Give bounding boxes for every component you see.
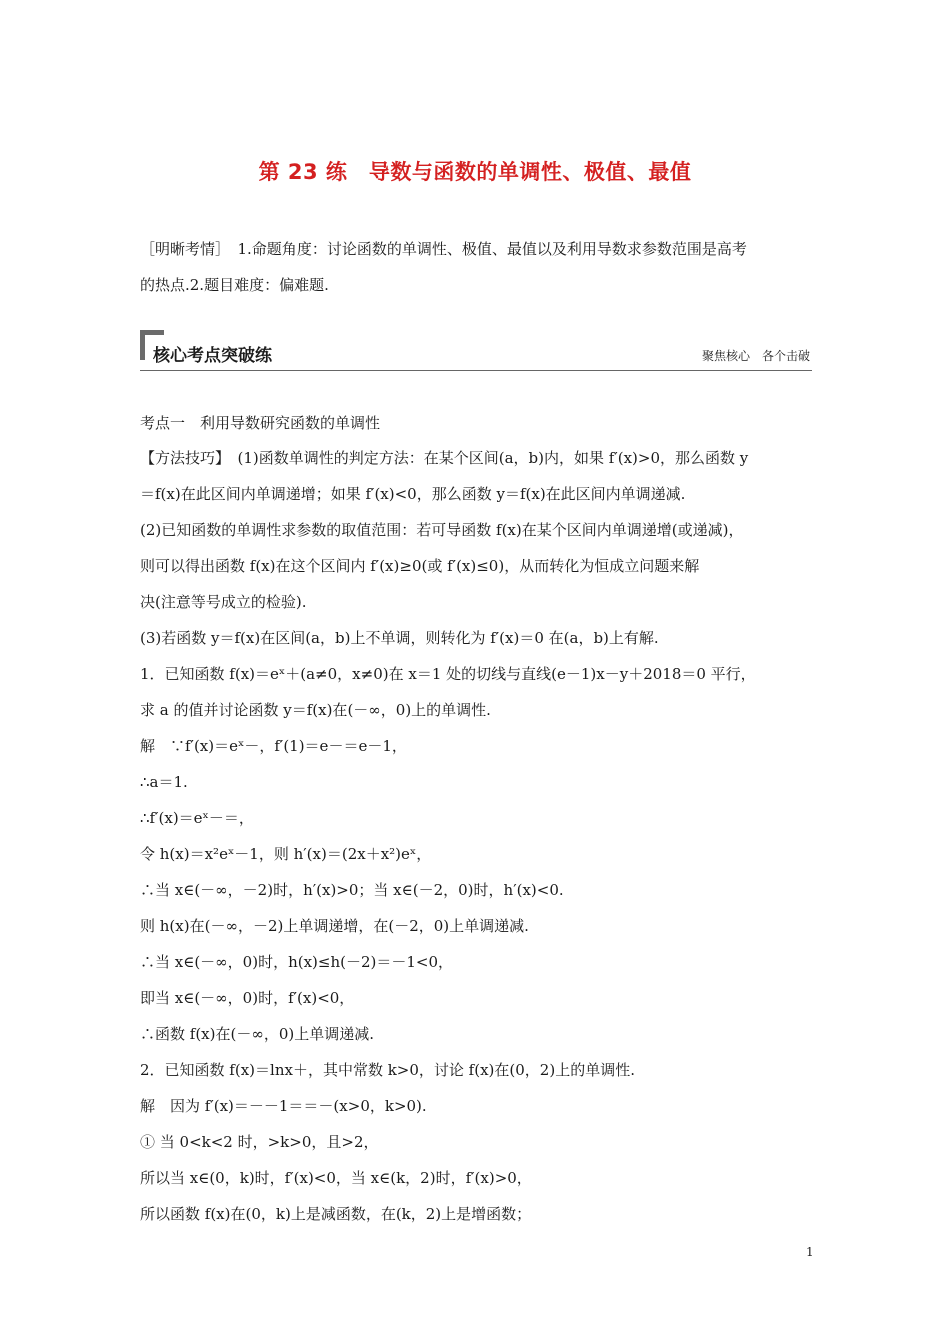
solution-2-line-2: ① 当 0<k<2 时，>k>0，且>2， [140, 1133, 379, 1151]
solution-1-line-9: ∴函数 f(x)在(－∞，0)上单调递减. [140, 1025, 374, 1043]
problem-1-line-2: 求 a 的值并讨论函数 y＝f(x)在(－∞，0)上的单调性. [140, 701, 491, 719]
method-line-2: ＝f(x)在此区间内单调递增；如果 f′(x)<0，那么函数 y＝f(x)在此区间内单调递减. [140, 485, 686, 503]
page-title: 第 23 练 导数与函数的单调性、极值、最值 [258, 160, 692, 184]
intro-line-1: ［明晰考情］ 1.命题角度：讨论函数的单调性、极值、最值以及利用导数求参数范围是高考 [140, 240, 747, 258]
solution-2-line-4: 所以函数 f(x)在(0，k)上是减函数，在(k，2)上是增函数； [140, 1205, 532, 1223]
problem-1-line-1: 1．已知函数 f(x)＝eˣ＋(a≠0，x≠0)在 x＝1 处的切线与直线(e－1)x－y＋2018＝0 平行， [140, 665, 756, 683]
method-line-3: (2)已知函数的单调性求参数的取值范围：若可导函数 f(x)在某个区间内单调递增(或递减)， [140, 521, 744, 539]
solution-1-line-6: 则 h(x)在(－∞，－2)上单调递增，在(－2，0)上单调递减. [140, 917, 529, 935]
corner-bracket-top [140, 330, 164, 335]
solution-1-line-1: 解 ∵f′(x)＝eˣ－，f′(1)＝e－＝e－1， [140, 737, 407, 755]
solution-1-line-5: ∴当 x∈(－∞，－2)时，h′(x)>0；当 x∈(－2，0)时，h′(x)<0. [140, 881, 564, 899]
solution-1-line-2: ∴a＝1. [140, 773, 188, 791]
section-header [140, 330, 812, 372]
intro-paragraph [140, 231, 812, 303]
section-divider [140, 370, 812, 371]
topic-heading: 考点一 利用导数研究函数的单调性 [140, 414, 381, 432]
solution-1-line-4: 令 h(x)＝x²eˣ－1，则 h′(x)＝(2x＋x²)eˣ， [140, 845, 432, 863]
section-title: 核心考点突破练 [153, 346, 272, 366]
solution-1-line-3: ∴f′(x)＝eˣ－＝， [140, 809, 254, 827]
problem-2-line-1: 2．已知函数 f(x)＝lnx＋，其中常数 k>0，讨论 f(x)在(0，2)上的单调性. [140, 1061, 635, 1079]
method-line-5: 决(注意等号成立的检验). [140, 593, 307, 611]
method-line-4: 则可以得出函数 f(x)在这个区间内 f′(x)≥0(或 f′(x)≤0)，从而转化为恒成立问题来解 [140, 557, 700, 575]
solution-2-line-3: 所以当 x∈(0，k)时，f′(x)<0，当 x∈(k，2)时，f′(x)>0， [140, 1169, 532, 1187]
intro-line-2: 的热点.2.题目难度：偏难题. [140, 276, 329, 294]
solution-1-line-8: 即当 x∈(－∞，0)时，f′(x)<0， [140, 989, 355, 1007]
solution-1-line-7: ∴当 x∈(－∞，0)时，h(x)≤h(－2)＝－1<0， [140, 953, 454, 971]
method-line-6: (3)若函数 y＝f(x)在区间(a，b)上不单调，则转化为 f′(x)＝0 在(a，b)上有解. [140, 629, 659, 647]
solution-2-line-1: 解 因为 f′(x)＝－－1＝＝－(x>0，k>0). [140, 1097, 427, 1115]
method-line-1: 【方法技巧】 (1)函数单调性的判定方法：在某个区间(a，b)内，如果 f′(x)>0，那么函数 y [140, 449, 749, 467]
section-subtitle: 聚焦核心 各个击破 [701, 349, 810, 363]
content-body [140, 406, 812, 1232]
page-number: 1 [806, 1245, 814, 1259]
